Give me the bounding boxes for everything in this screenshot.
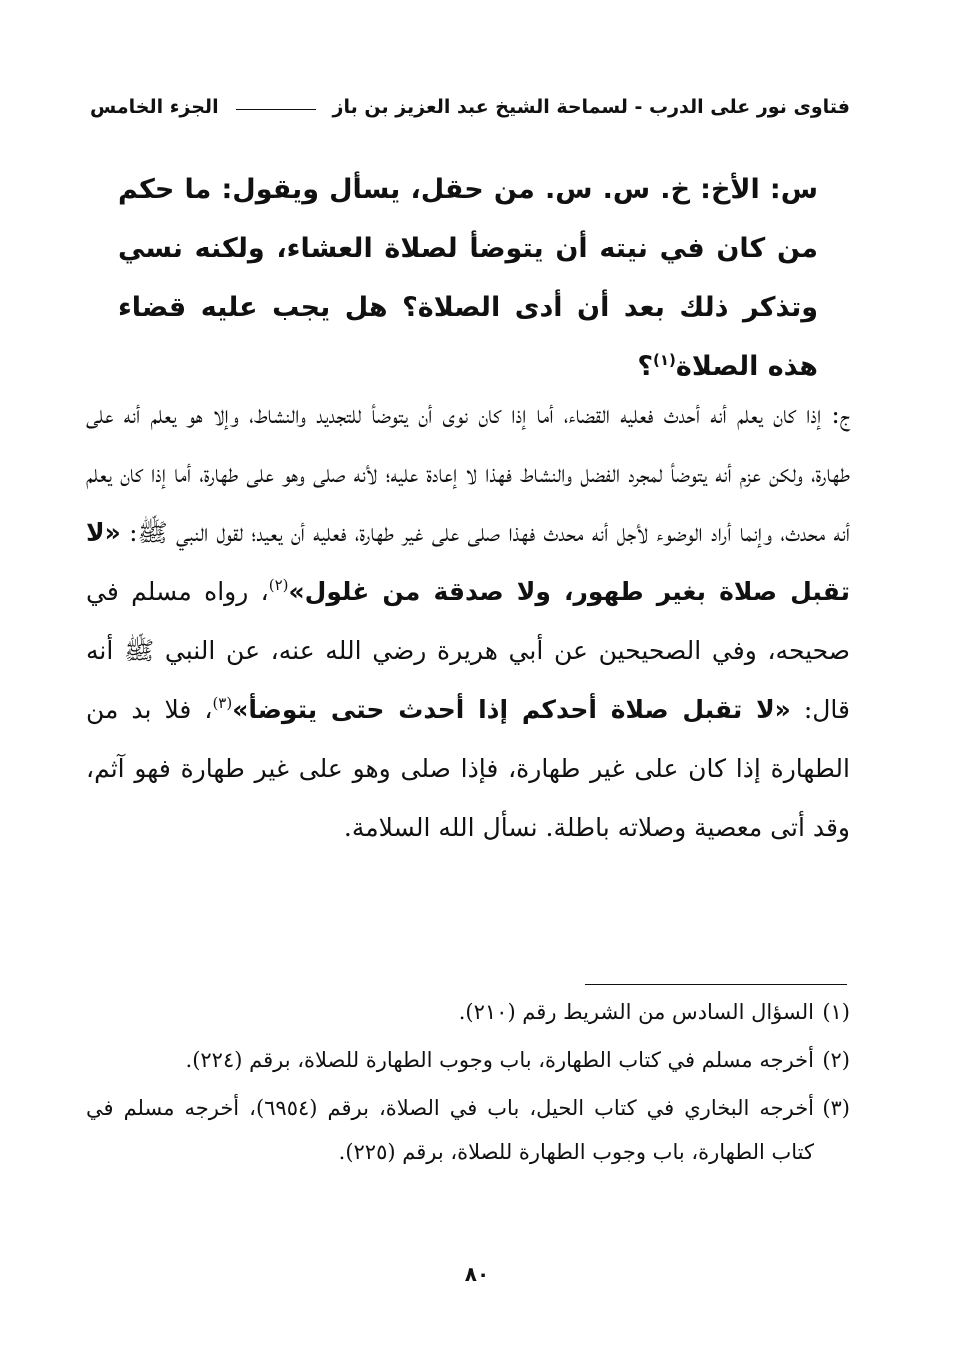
question-end: ؟ [637,351,654,382]
answer-paragraph [86,385,850,857]
footnote-item [86,1086,850,1174]
answer-part-3: ، فلا بد من الطهارة إذا كان على غير طهارة، فإذا صلى وهو على غير طهارة فهو آثم، وقد أتى معصية وصلاته باطلة. نسأل الله السلامة. [86,695,850,842]
question-paragraph [118,160,818,396]
footnote-item [86,1038,850,1082]
footnote-number: (١) [822,1000,850,1024]
footnote-ref-3: (٣) [212,694,233,712]
footnote-number: (٣) [822,1096,850,1120]
page-number: ٨٠ [464,1262,490,1286]
footnote-divider [585,984,847,985]
hadith-quote-2: «لا تقبل صلاة أحدكم إذا أحدث حتى يتوضأ» [232,695,791,724]
footnote-number: (٢) [822,1048,850,1072]
header-volume: الجزء الخامس [90,96,219,118]
question-text: س: الأخ: خ. س. س. من حقل، يسأل ويقول: ما حكم من كان في نيته أن يتوضأ لصلاة العشاء، ولكنه نسي وتذكر ذلك بعد أن أدى الصلاة؟ هل يجب عليه قضاء هذه الصلاة [118,174,818,382]
footnote-item [86,990,850,1034]
footnote-ref-2: (٢) [268,576,289,594]
footnote-text: السؤال السادس من الشريط رقم (٢١٠). [458,1000,814,1024]
hadith-quote-1: «لا تقبل صلاة بغير طهور، ولا صدقة من غلول» [86,518,850,606]
answer-part-1: ج: إذا كان يعلم أنه أحدث فعليه القضاء، أما إذا كان نوى أن يتوضأ للتجديد والنشاط، وإلا هو يعلم أنه على طهارة، ولكن عزم أنه يتوضأ لمجرد الفضل والنشاط فهذا لا إعادة عليه؛ لأنه صلى وهو على طهارة، أما إذا كان يعلم أنه محدث، وإنما أراد الوضوء لأجل أنه محدث فهذا صلى على غير طهارة، فعليه أن يعيد؛ لقول النبي ﷺ: [86,400,850,547]
running-header [90,96,850,118]
footnote-text: أخرجه البخاري في كتاب الحيل، باب في الصلاة، برقم (٦٩٥٤)، أخرجه مسلم في كتاب الطهارة، باب وجوب الطهارة للصلاة، برقم (٢٢٥). [86,1096,815,1164]
answer-part-2: ، رواه مسلم في صحيحه، وفي الصحيحين عن أبي هريرة رضي الله عنه، عن النبي ﷺ أنه قال: [86,577,850,724]
header-separator [236,109,316,110]
question-footnote-ref: (١) [653,351,676,369]
footnote-text: أخرجه مسلم في كتاب الطهارة، باب وجوب الطهارة للصلاة، برقم (٢٢٤). [185,1048,814,1072]
footnotes-section [86,990,850,1178]
header-title: فتاوى نور على الدرب - لسماحة الشيخ عبد العزيز بن باز [332,96,850,118]
